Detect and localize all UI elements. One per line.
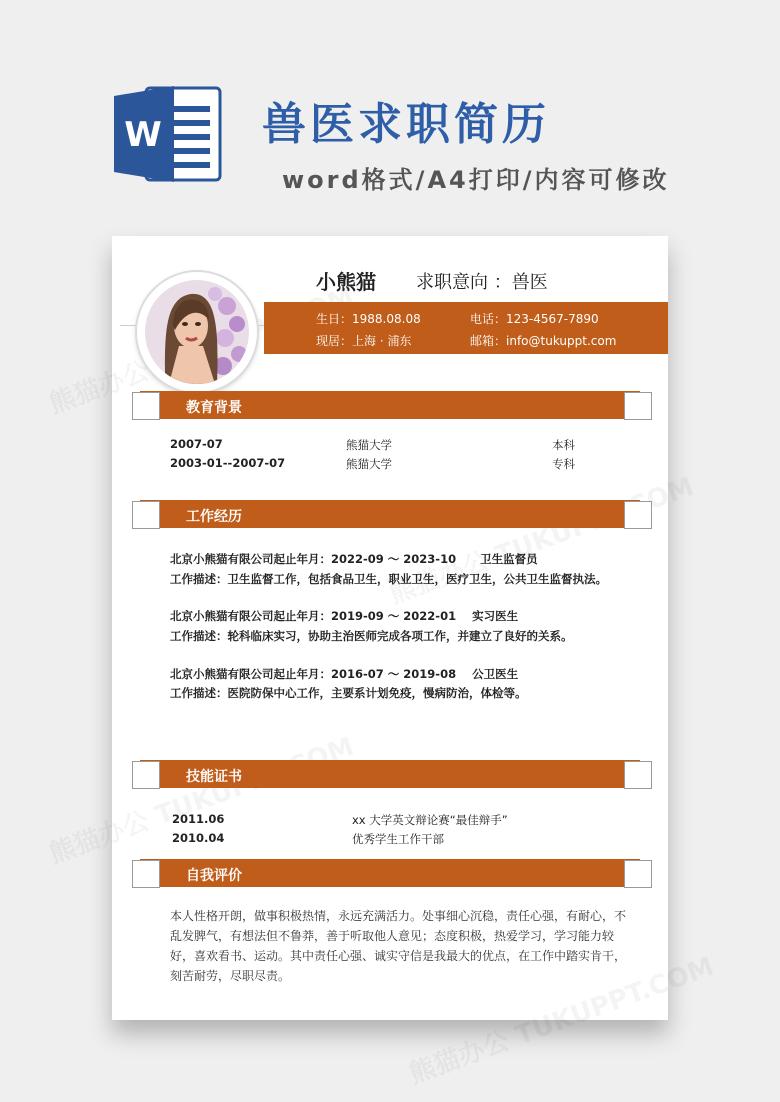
education-degree: 本科 <box>552 438 575 452</box>
work-item-header: 北京小熊猫有限公司起止年月：2019-09 ～ 2022-01 实习医生 <box>170 609 519 623</box>
self-eval-text: 本人性格开朗，做事积极热情，永远充满活力。处事细心沉稳，责任心强，有耐心，不乱发脾气，有想法但不鲁莽，善于听取他人意见；态度积极，热爱学习，学习能力较好，喜欢看书、运动。其中责任心强、诚实守信是我最大的优点，在工作中踏实肯干，刻苦耐劳，尽职尽责。 <box>170 909 627 983</box>
birth-date: 生日：1988.08.08 <box>316 312 421 326</box>
skill-date: 2011.06 <box>172 812 225 826</box>
work-item-description: 工作描述：轮科临床实习，协助主治医师完成各项工作，并建立了良好的关系。 <box>170 629 573 643</box>
section-marker-right <box>624 860 652 888</box>
education-school: 熊猫大学 <box>346 457 392 471</box>
section-marker-right <box>624 761 652 789</box>
phone-number: 电话：123-4567-7890 <box>470 312 599 326</box>
work-item-description: 工作描述：卫生监督工作，包括食品卫生，职业卫生，医疗卫生，公共卫生监督执法。 <box>170 572 607 586</box>
residence: 现居：上海 · 浦东 <box>316 334 412 348</box>
section-marker-left <box>132 761 160 789</box>
section-marker-left <box>132 501 160 529</box>
skills-title: 技能证书 <box>186 769 242 785</box>
page-subtitle: word格式/A4打印/内容可修改 <box>282 166 670 194</box>
section-marker-right <box>624 501 652 529</box>
work-item-description: 工作描述：医院防保中心工作，主要系计划免疫，慢病防治，体检等。 <box>170 686 527 700</box>
education-degree: 专科 <box>552 457 575 471</box>
avatar <box>145 280 249 384</box>
email-address: 邮箱：info@tukuppt.com <box>470 334 617 348</box>
education-school: 熊猫大学 <box>346 438 392 452</box>
job-intent: 求职意向 ：兽医 <box>416 272 548 293</box>
education-title: 教育背景 <box>186 400 242 416</box>
work-title: 工作经历 <box>186 509 242 525</box>
work-item-header: 北京小熊猫有限公司起止年月：2016-07 ～ 2019-08 公卫医生 <box>170 667 519 681</box>
word-document-icon <box>112 82 222 186</box>
work-item-header: 北京小熊猫有限公司起止年月：2022-09 ～ 2023-10 卫生监督员 <box>170 552 538 566</box>
education-date: 2003-01--2007-07 <box>170 456 286 470</box>
education-date: 2007-07 <box>170 437 223 451</box>
skill-text: 优秀学生工作干部 <box>352 832 444 846</box>
section-marker-left <box>132 392 160 420</box>
section-marker-left <box>132 860 160 888</box>
skill-date: 2010.04 <box>172 831 225 845</box>
svg-text:W: W <box>124 115 162 155</box>
skill-text: xx 大学英文辩论赛“最佳辩手” <box>352 813 508 827</box>
self-eval-title: 自我评价 <box>186 868 242 884</box>
section-marker-right <box>624 392 652 420</box>
page-title: 兽医求职简历 <box>262 99 550 150</box>
candidate-name: 小熊猫 <box>316 270 376 294</box>
